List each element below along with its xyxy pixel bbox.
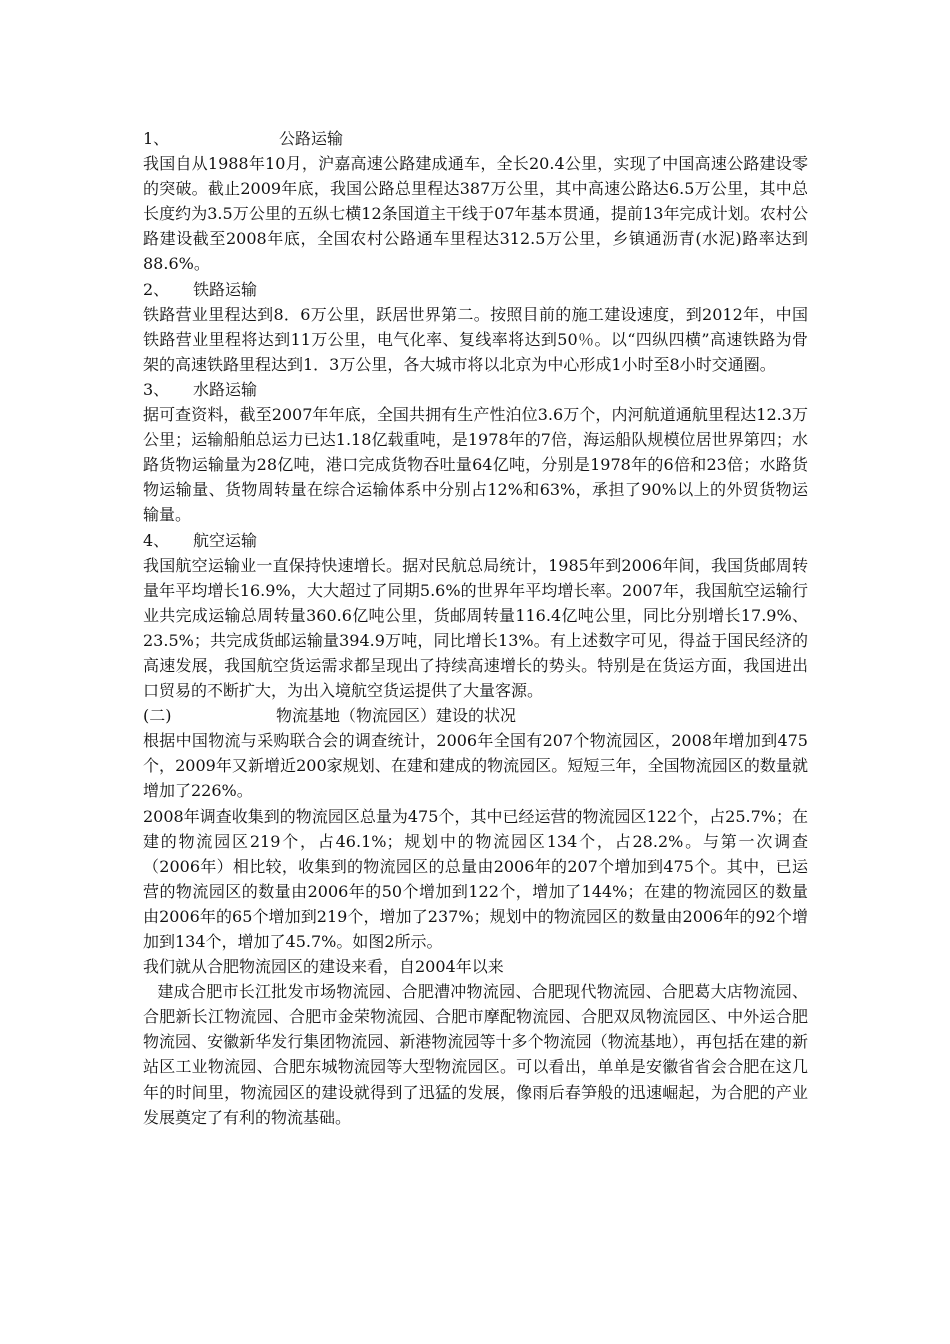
section-number: 3、 [143, 379, 170, 399]
paragraph-road: 我国自从1988年10月，沪嘉高速公路建成通车，全长20.4公里，实现了中国高速公路建设零的突破。截止2009年底，我国公路总里程达387万公里，其中高速公路达6.5万公里，其中总长度约为3.5万公里的五纵七横12条国道主干线于07年基本贯通，提前13年完成计划。农村公路建设截至2008年底，全国农村公路通车里程达312.5万公里，乡镇通沥青(水泥)路率达到88.6%。 [143, 154, 808, 274]
section-number: 2、 [143, 279, 170, 299]
section-heading-rail [143, 277, 808, 302]
section-number: (二) [143, 706, 172, 726]
section-number: 4、 [143, 530, 170, 550]
paragraph-park-4: 建成合肥市长江批发市场物流园、合肥漕冲物流园、合肥现代物流园、合肥葛大店物流园、合肥新长江物流园、合肥市金荣物流园、合肥市摩配物流园、合肥双凤物流园区、中外运合肥物流园、安徽新华发行集团物流园、新港物流园等十多个物流园（物流基地），再包括在建的新站区工业物流园、合肥东城物流园等大型物流园区。可以看出，单单是安徽省省会合肥在这几年的时间里，物流园区的建设就得到了迅猛的发展，像雨后春笋般的迅速崛起，为合肥的产业发展奠定了有利的物流基础。 [143, 982, 808, 1127]
paragraph-park-2: 2008年调查收集到的物流园区总量为475个，其中已经运营的物流园区122个，占25.7%；在建的物流园区219个，占46.1%；规划中的物流园区134个，占28.2%。与第一次调查（2006年）相比较，收集到的物流园区的总量由2006年的207个增加到475个。其中，已运营的物流园区的数量由2006年的50个增加到122个，增加了144%；在建的物流园区的数量由2006年的65个增加到219个，增加了237%；规划中的物流园区的数量由2006年的92个增加到134个，增加了45.7%。如图2所示。 [143, 806, 808, 951]
section-heading-air [143, 528, 808, 553]
paragraph-water: 据可查资料，截至2007年年底，全国共拥有生产性泊位3.6万个，内河航道通航里程达12.3万公里；运输船舶总运力已达1.18亿载重吨，是1978年的7倍，海运船队规模位居世界第四；水路货物运输量为28亿吨，港口完成货物吞吐量64亿吨，分别是1978年的6倍和23倍；水路货物运输量、货物周转量在综合运输体系中分别占12%和63%，承担了90%以上的外贸货物运输量。 [143, 405, 808, 525]
paragraph-rail: 铁路营业里程达到8．6万公里，跃居世界第二。按照目前的施工建设速度，到2012年，中国铁路营业里程将达到11万公里，电气化率、复线率将达到50％。以“四纵四横”高速铁路为骨架的高速铁路里程达到1．3万公里，各大城市将以北京为中心形成1小时至8小时交通圈。 [143, 304, 808, 374]
document-page [143, 126, 808, 1130]
section-heading-water [143, 377, 808, 402]
section-heading-road [143, 126, 808, 151]
section-number: 1、 [143, 129, 170, 148]
paragraph-air: 我国航空运输业一直保持快速增长。据对民航总局统计，1985年到2006年间，我国货邮周转量年平均增长16.9%，大大超过了同期5.6%的世界年平均增长率。2007年，我国航空运输行业共完成运输总周转量360.6亿吨公里，货邮周转量116.4亿吨公里，同比分别增长17.9%、23.5%；共完成货邮运输量394.9万吨，同比增长13%。有上述数字可见，得益于国民经济的高速发展，我国航空货运需求都呈现出了持续高速增长的势头。特别是在货运方面，我国进出口贸易的不断扩大，为出入境航空货运提供了大量客源。 [143, 555, 808, 701]
section-title: 航空运输 [193, 530, 258, 550]
paragraph-park-1: 根据中国物流与采购联合会的调查统计，2006年全国有207个物流园区，2008年增加到475个，2009年又新增近200家规划、在建和建成的物流园区。短短三年，全国物流园区的数量就增加了226%。 [143, 731, 808, 801]
section-title: 水路运输 [193, 379, 258, 399]
section-heading-park [143, 703, 808, 728]
paragraph-park-3: 我们就从合肥物流园区的建设来看，自2004年以来 [143, 957, 504, 977]
section-title: 铁路运输 [193, 279, 258, 299]
section-title: 物流基地（物流园区）建设的状况 [276, 706, 517, 726]
section-title: 公路运输 [279, 129, 344, 148]
